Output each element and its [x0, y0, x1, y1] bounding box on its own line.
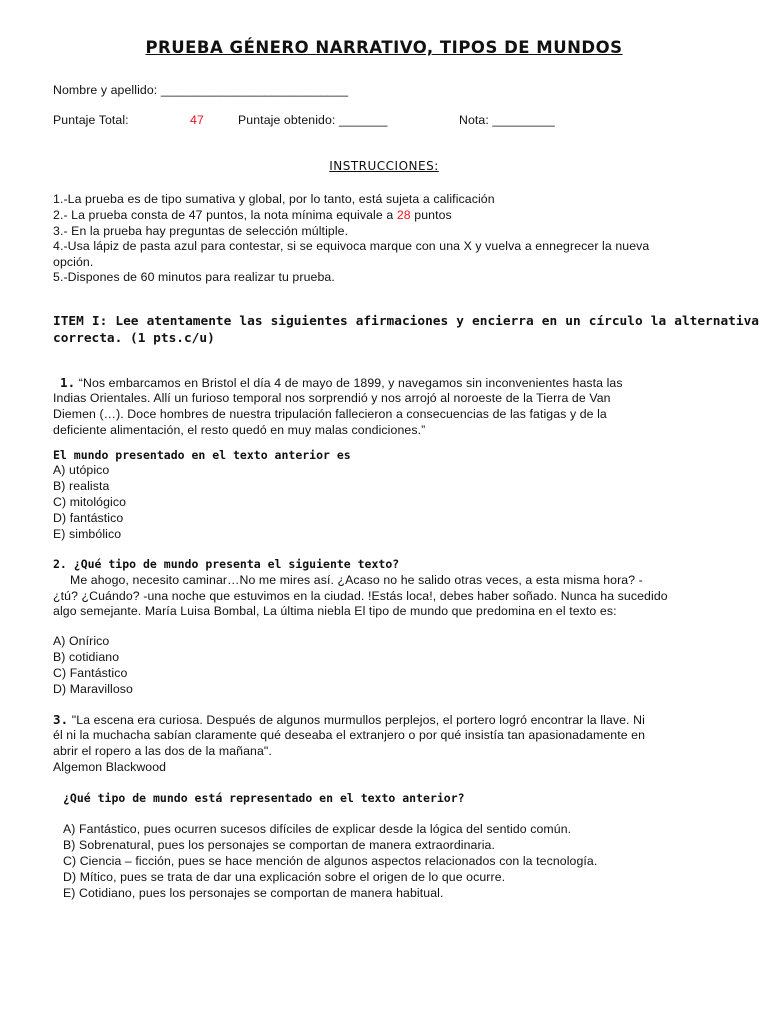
- question-3-option-a[interactable]: A) Fantástico, pues ocurren sucesos difíciles de explicar desde la lógica del sentido común.: [63, 822, 572, 836]
- question-1-option-e[interactable]: E) simbólico: [53, 527, 122, 541]
- question-1-option-a[interactable]: A) utópico: [53, 463, 110, 477]
- total-score-value: 47: [190, 113, 204, 127]
- obtained-score-field: Puntaje obtenido: _______: [238, 113, 388, 127]
- question-2-option-c[interactable]: C) Fantástico: [53, 666, 128, 680]
- question-3-option-d[interactable]: D) Mítico, pues se trata de dar una explicación sobre el origen de lo que ocurre.: [63, 870, 506, 884]
- instructions-title: INSTRUCCIONES:: [329, 159, 439, 173]
- question-1-number: 1.: [60, 375, 76, 390]
- question-3-prompt: ¿Qué tipo de mundo está representado en el texto anterior?: [63, 791, 465, 805]
- question-3-option-c[interactable]: C) Ciencia – ficción, pues se hace mención de algunos aspectos relacionados con la tecnología.: [63, 854, 598, 868]
- item-heading: ITEM I: Lee atentamente las siguientes afirmaciones y encierra en un círculo la alternativa correcta. (1 pts.c/u): [53, 314, 759, 346]
- grade-field: Nota: _________: [459, 113, 555, 127]
- question-2-text-line-3: algo semejante. María Luisa Bombal, La última niebla El tipo de mundo que predomina en el texto es:: [53, 604, 617, 618]
- question-3-option-b[interactable]: B) Sobrenatural, pues los personajes se comportan de manera extraordinaria.: [63, 838, 495, 852]
- question-1-option-d[interactable]: D) fantástico: [53, 511, 124, 525]
- question-3-quote-start: "La escena era curiosa. Después de algunos murmullos perplejos, el portero logró encontrar la llave. Ni: [71, 713, 645, 727]
- question-3-text-line-3: abrir el ropero a las dos de la mañana".: [53, 744, 272, 758]
- question-3-text-line-2: él ni la muchacha sabían claramente qué deseaba el extranjero o por qué insistía tan apasionadamente en: [53, 728, 646, 742]
- question-2-prompt: 2. ¿Qué tipo de mundo presenta el siguiente texto?: [53, 557, 400, 571]
- question-1-prompt: El mundo presentado en el texto anterior es: [53, 448, 351, 462]
- question-2-option-d[interactable]: D) Maravilloso: [53, 682, 133, 696]
- question-2-option-a[interactable]: A) Onírico: [53, 634, 110, 648]
- instruction-line-2-end: puntos: [414, 208, 452, 222]
- question-1-text-line-3: Diemen (…). Doce hombres de nuestra tripulación fallecieron a consecuencias de las fatigas y de la: [53, 407, 607, 421]
- question-3-number: 3.: [53, 712, 69, 727]
- question-1-text-line-1: [60, 375, 623, 390]
- question-3-option-e[interactable]: E) Cotidiano, pues los personajes se comportan de manera habitual.: [63, 886, 444, 900]
- name-field: Nombre y apellido: ___________________________: [53, 83, 349, 97]
- page-title: PRUEBA GÉNERO NARRATIVO, TIPOS DE MUNDOS: [145, 38, 623, 57]
- question-3-text-line-1: [53, 712, 645, 727]
- question-2-option-b[interactable]: B) cotidiano: [53, 650, 120, 664]
- question-1-option-c[interactable]: C) mitológico: [53, 495, 127, 509]
- question-1-quote-start: “Nos embarcamos en Bristol el día 4 de mayo de 1899, y navegamos sin inconvenientes hasta las: [78, 376, 623, 390]
- minimum-score-value: 28: [396, 208, 411, 222]
- instruction-line-4: 4.-Usa lápiz de pasta azul para contestar, si se equivoca marque con una X y vuelva a ennegrecer la nueva: [53, 239, 650, 253]
- total-score-label: Puntaje Total:: [53, 113, 129, 127]
- instruction-line-4-cont: opción.: [53, 255, 94, 269]
- question-1-text-line-4: deficiente alimentación, el resto quedó en muy malas condiciones.”: [53, 423, 426, 437]
- question-2-text-line-1: Me ahogo, necesito caminar…No me mires así. ¿Acaso no he salido otras veces, a esta misma hora? -: [70, 573, 643, 587]
- instruction-line-2-start: 2.- La prueba consta de 47 puntos, la nota mínima equivale a: [53, 208, 394, 222]
- instruction-line-2: [53, 208, 452, 222]
- question-1-text-line-2: Indias Orientales. Allí un furioso temporal nos sorprendió y nos arrojó al noroeste de la Tierra de Van: [53, 391, 611, 405]
- question-3-author: Algemon Blackwood: [53, 760, 167, 774]
- question-2-text-line-2: ¿tú? ¿Cuándo? -una noche que estuvimos en la ciudad. !Estás loca!, debes haber soñado. Nunca ha sucedido: [53, 589, 668, 603]
- instruction-line-3: 3.- En la prueba hay preguntas de selección múltiple.: [53, 224, 349, 238]
- question-1-option-b[interactable]: B) realista: [53, 479, 110, 493]
- instruction-line-1: 1.-La prueba es de tipo sumativa y global, por lo tanto, está sujeta a calificación: [53, 192, 495, 206]
- instruction-line-5: 5.-Dispones de 60 minutos para realizar tu prueba.: [53, 270, 335, 284]
